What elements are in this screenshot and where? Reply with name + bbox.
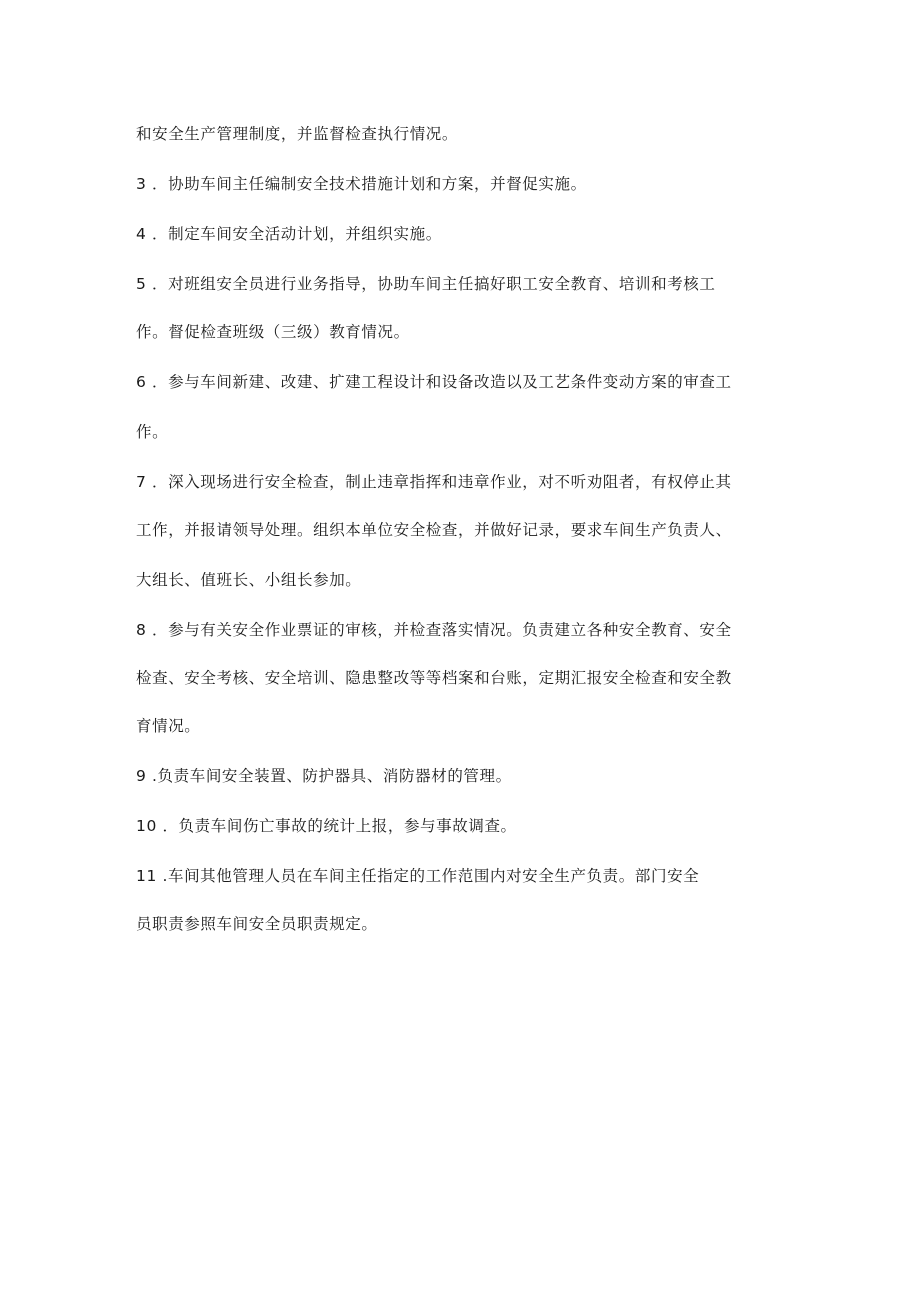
item-8-line-3: 育情况。 — [136, 717, 201, 735]
text-line-1: 和安全生产管理制度，并监督检查执行情况。 — [136, 125, 459, 143]
item-10-line-1: 10 ．负责车间伤亡事故的统计上报，参与事故调查。 — [136, 817, 517, 835]
item-3-line-1: 3 ．协助车间主任编制安全技术措施计划和方案，并督促实施。 — [136, 175, 587, 193]
item-5-line-1: 5 ．对班组安全员进行业务指导，协助车间主任搞好职工安全教育、培训和考核工 — [136, 275, 716, 293]
item-11-line-2: 员职责参照车间安全员职责规定。 — [136, 915, 378, 933]
item-7-line-1: 7 ．深入现场进行安全检查，制止违章指挥和违章作业，对不听劝阻者，有权停止其 — [136, 473, 732, 491]
item-7-line-2: 工作，并报请领导处理。组织本单位安全检查，并做好记录，要求车间生产负责人、 — [136, 521, 732, 539]
item-8-line-2: 检查、安全考核、安全培训、隐患整改等等档案和台账，定期汇报安全检查和安全教 — [136, 669, 732, 687]
item-11-line-1: 11 .车间其他管理人员在车间主任指定的工作范围内对安全生产负责。部门安全 — [136, 867, 700, 885]
item-8-line-1: 8 ．参与有关安全作业票证的审核，并检查落实情况。负责建立各种安全教育、安全 — [136, 621, 732, 639]
item-9-line-1: 9 .负责车间安全装置、防护器具、消防器材的管理。 — [136, 767, 512, 785]
item-5-line-2: 作。督促检查班级（三级）教育情况。 — [136, 323, 410, 341]
item-6-line-2: 作。 — [136, 423, 169, 441]
item-7-line-3: 大组长、值班长、小组长参加。 — [136, 571, 362, 589]
item-6-line-1: 6 ．参与车间新建、改建、扩建工程设计和设备改造以及工艺条件变动方案的审查工 — [136, 373, 732, 391]
item-4-line-1: 4 ．制定车间安全活动计划，并组织实施。 — [136, 225, 442, 243]
